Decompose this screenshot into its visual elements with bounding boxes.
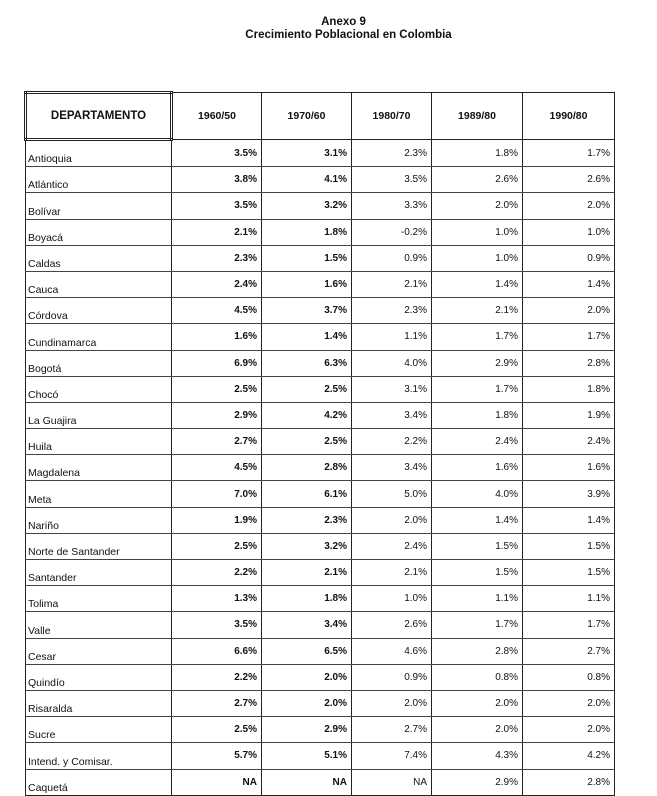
growth-value-cell: 2.7% <box>172 429 262 455</box>
table-row <box>26 140 615 167</box>
growth-value-cell: 3.5% <box>172 193 262 219</box>
table-row <box>26 612 615 638</box>
growth-value-cell: 1.8% <box>523 376 615 402</box>
growth-value-cell: 3.5% <box>172 140 262 167</box>
department-name-cell: Huila <box>26 429 172 455</box>
growth-value-cell: 6.5% <box>262 638 352 664</box>
growth-value-cell: 2.4% <box>523 429 615 455</box>
growth-value-cell: 1.4% <box>432 507 523 533</box>
growth-value-cell: 0.8% <box>432 664 523 690</box>
table-row <box>26 586 615 612</box>
table-row <box>26 717 615 743</box>
growth-value-cell: 5.7% <box>172 743 262 769</box>
table-row <box>26 298 615 324</box>
growth-value-cell: NA <box>262 769 352 795</box>
table-row <box>26 690 615 716</box>
growth-value-cell: 1.0% <box>523 219 615 245</box>
table-row <box>26 324 615 350</box>
growth-value-cell: 3.4% <box>352 455 432 481</box>
growth-value-cell: 3.8% <box>172 167 262 193</box>
growth-value-cell: 2.0% <box>523 690 615 716</box>
growth-value-cell: 1.6% <box>262 271 352 297</box>
growth-value-cell: 1.7% <box>523 324 615 350</box>
department-name-cell: Risaralda <box>26 690 172 716</box>
growth-value-cell: 4.2% <box>262 402 352 428</box>
department-name-cell: Santander <box>26 560 172 586</box>
table-row <box>26 167 615 193</box>
growth-value-cell: 4.6% <box>352 638 432 664</box>
growth-value-cell: 3.1% <box>262 140 352 167</box>
department-name-cell: Córdova <box>26 298 172 324</box>
growth-value-cell: 4.0% <box>432 481 523 507</box>
growth-value-cell: 2.0% <box>352 690 432 716</box>
growth-value-cell: 1.7% <box>432 612 523 638</box>
growth-value-cell: 2.0% <box>432 690 523 716</box>
growth-value-cell: 2.2% <box>172 664 262 690</box>
department-name-cell: Valle <box>26 612 172 638</box>
growth-value-cell: 1.4% <box>262 324 352 350</box>
growth-value-cell: 1.0% <box>432 245 523 271</box>
growth-value-cell: 2.9% <box>172 402 262 428</box>
growth-value-cell: 7.4% <box>352 743 432 769</box>
department-name-cell: Caquetá <box>26 769 172 795</box>
growth-value-cell: 1.9% <box>523 402 615 428</box>
table-header <box>26 93 615 140</box>
growth-value-cell: 2.7% <box>523 638 615 664</box>
table-row <box>26 533 615 559</box>
department-name-cell: Magdalena <box>26 455 172 481</box>
growth-value-cell: 4.0% <box>352 350 432 376</box>
column-header-1989-80: 1989/80 <box>432 93 523 140</box>
department-name-cell: Cauca <box>26 271 172 297</box>
department-name-cell: Boyacá <box>26 219 172 245</box>
growth-value-cell: 0.9% <box>352 245 432 271</box>
document-subtitle: Crecimiento Poblacional en Colombia <box>245 29 452 41</box>
growth-value-cell: 2.6% <box>352 612 432 638</box>
growth-value-cell: 2.8% <box>523 350 615 376</box>
growth-value-cell: 1.8% <box>262 586 352 612</box>
column-header-1990-80: 1990/80 <box>523 93 615 140</box>
growth-value-cell: 6.3% <box>262 350 352 376</box>
growth-value-cell: 1.0% <box>352 586 432 612</box>
growth-value-cell: 2.9% <box>432 350 523 376</box>
growth-value-cell: 1.5% <box>432 533 523 559</box>
department-name-cell: Quindío <box>26 664 172 690</box>
growth-value-cell: 2.0% <box>262 690 352 716</box>
growth-value-cell: 2.6% <box>432 167 523 193</box>
table-row <box>26 193 615 219</box>
growth-value-cell: 3.7% <box>262 298 352 324</box>
growth-value-cell: 4.5% <box>172 298 262 324</box>
growth-value-cell: 2.4% <box>172 271 262 297</box>
growth-value-cell: 2.5% <box>262 429 352 455</box>
table-row <box>26 769 615 795</box>
growth-value-cell: 2.4% <box>432 429 523 455</box>
growth-value-cell: 0.9% <box>523 245 615 271</box>
document-title: Anexo 9 <box>321 16 366 28</box>
table-row <box>26 271 615 297</box>
column-header-1980-70: 1980/70 <box>352 93 432 140</box>
table-row <box>26 402 615 428</box>
growth-value-cell: 2.0% <box>352 507 432 533</box>
growth-value-cell: 2.6% <box>523 167 615 193</box>
growth-value-cell: 1.8% <box>432 402 523 428</box>
population-growth-table <box>24 91 615 796</box>
growth-value-cell: 1.4% <box>523 271 615 297</box>
growth-value-cell: 1.7% <box>432 324 523 350</box>
department-name-cell: La Guajira <box>26 402 172 428</box>
growth-value-cell: 1.1% <box>523 586 615 612</box>
growth-value-cell: 1.5% <box>523 560 615 586</box>
growth-value-cell: 1.4% <box>432 271 523 297</box>
growth-value-cell: 3.4% <box>262 612 352 638</box>
column-header-1960-50: 1960/50 <box>172 93 262 140</box>
header-row <box>26 93 615 140</box>
department-name-cell: Antioquia <box>26 140 172 167</box>
growth-value-cell: 5.0% <box>352 481 432 507</box>
growth-value-cell: 2.8% <box>432 638 523 664</box>
growth-value-cell: 2.8% <box>262 455 352 481</box>
growth-value-cell: 0.8% <box>523 664 615 690</box>
growth-value-cell: 2.3% <box>352 140 432 167</box>
growth-value-cell: 7.0% <box>172 481 262 507</box>
department-name-cell: Caldas <box>26 245 172 271</box>
department-name-cell: Norte de Santander <box>26 533 172 559</box>
table-row <box>26 481 615 507</box>
department-name-cell: Atlántico <box>26 167 172 193</box>
growth-value-cell: NA <box>172 769 262 795</box>
growth-value-cell: 1.8% <box>262 219 352 245</box>
growth-value-cell: 2.0% <box>523 717 615 743</box>
growth-value-cell: 3.2% <box>262 533 352 559</box>
growth-value-cell: 4.2% <box>523 743 615 769</box>
table-row <box>26 429 615 455</box>
growth-value-cell: 1.4% <box>523 507 615 533</box>
growth-value-cell: 1.1% <box>432 586 523 612</box>
table-row <box>26 219 615 245</box>
growth-value-cell: 5.1% <box>262 743 352 769</box>
growth-value-cell: 2.1% <box>432 298 523 324</box>
growth-value-cell: 4.5% <box>172 455 262 481</box>
table-row <box>26 376 615 402</box>
department-name-cell: Tolima <box>26 586 172 612</box>
growth-value-cell: 3.1% <box>352 376 432 402</box>
growth-value-cell: 2.5% <box>172 376 262 402</box>
growth-value-cell: 2.7% <box>352 717 432 743</box>
department-name-cell: Meta <box>26 481 172 507</box>
growth-value-cell: 2.5% <box>172 533 262 559</box>
table-body <box>26 140 615 796</box>
growth-value-cell: 2.7% <box>172 690 262 716</box>
column-header-1970-60: 1970/60 <box>262 93 352 140</box>
growth-value-cell: 1.9% <box>172 507 262 533</box>
growth-value-cell: 2.0% <box>523 298 615 324</box>
growth-value-cell: 2.9% <box>432 769 523 795</box>
growth-value-cell: 1.6% <box>172 324 262 350</box>
document-header <box>0 16 657 42</box>
growth-value-cell: 2.1% <box>172 219 262 245</box>
table-row <box>26 507 615 533</box>
department-name-cell: Nariño <box>26 507 172 533</box>
table-row <box>26 455 615 481</box>
growth-value-cell: 3.2% <box>262 193 352 219</box>
growth-value-cell: 1.5% <box>523 533 615 559</box>
growth-value-cell: 3.4% <box>352 402 432 428</box>
department-name-cell: Intend. y Comisar. <box>26 743 172 769</box>
growth-value-cell: 1.5% <box>262 245 352 271</box>
department-name-cell: Chocó <box>26 376 172 402</box>
growth-value-cell: 1.0% <box>432 219 523 245</box>
department-name-cell: Bolívar <box>26 193 172 219</box>
growth-value-cell: 4.1% <box>262 167 352 193</box>
growth-value-cell: 2.5% <box>172 717 262 743</box>
growth-value-cell: 2.0% <box>432 717 523 743</box>
growth-value-cell: 2.2% <box>352 429 432 455</box>
growth-value-cell: 0.9% <box>352 664 432 690</box>
growth-value-cell: 2.1% <box>352 271 432 297</box>
growth-value-cell: 2.1% <box>352 560 432 586</box>
growth-value-cell: 1.5% <box>432 560 523 586</box>
growth-value-cell: 3.5% <box>352 167 432 193</box>
table-row <box>26 638 615 664</box>
table-row <box>26 664 615 690</box>
growth-value-cell: 2.4% <box>352 533 432 559</box>
growth-value-cell: NA <box>352 769 432 795</box>
growth-value-cell: 1.6% <box>523 455 615 481</box>
department-name-cell: Sucre <box>26 717 172 743</box>
growth-value-cell: 4.3% <box>432 743 523 769</box>
department-name-cell: Cundinamarca <box>26 324 172 350</box>
growth-value-cell: 3.9% <box>523 481 615 507</box>
growth-value-cell: 1.3% <box>172 586 262 612</box>
table-row <box>26 350 615 376</box>
growth-value-cell: 2.0% <box>432 193 523 219</box>
growth-value-cell: 1.7% <box>523 612 615 638</box>
growth-value-cell: 2.5% <box>262 376 352 402</box>
growth-value-cell: 6.9% <box>172 350 262 376</box>
growth-value-cell: 2.3% <box>172 245 262 271</box>
growth-value-cell: 1.6% <box>432 455 523 481</box>
growth-value-cell: 2.2% <box>172 560 262 586</box>
growth-value-cell: 6.6% <box>172 638 262 664</box>
growth-value-cell: 2.0% <box>262 664 352 690</box>
growth-value-cell: 2.3% <box>352 298 432 324</box>
table-row <box>26 743 615 769</box>
growth-value-cell: 6.1% <box>262 481 352 507</box>
growth-value-cell: -0.2% <box>352 219 432 245</box>
growth-value-cell: 2.3% <box>262 507 352 533</box>
growth-value-cell: 1.8% <box>432 140 523 167</box>
growth-value-cell: 2.1% <box>262 560 352 586</box>
department-name-cell: Cesar <box>26 638 172 664</box>
table-row <box>26 560 615 586</box>
growth-value-cell: 2.0% <box>523 193 615 219</box>
department-name-cell: Bogotá <box>26 350 172 376</box>
growth-value-cell: 1.7% <box>523 140 615 167</box>
column-header-departamento: DEPARTAMENTO <box>26 93 172 140</box>
table-row <box>26 245 615 271</box>
growth-value-cell: 2.9% <box>262 717 352 743</box>
growth-value-cell: 3.5% <box>172 612 262 638</box>
growth-value-cell: 1.1% <box>352 324 432 350</box>
growth-value-cell: 1.7% <box>432 376 523 402</box>
growth-value-cell: 3.3% <box>352 193 432 219</box>
growth-value-cell: 2.8% <box>523 769 615 795</box>
